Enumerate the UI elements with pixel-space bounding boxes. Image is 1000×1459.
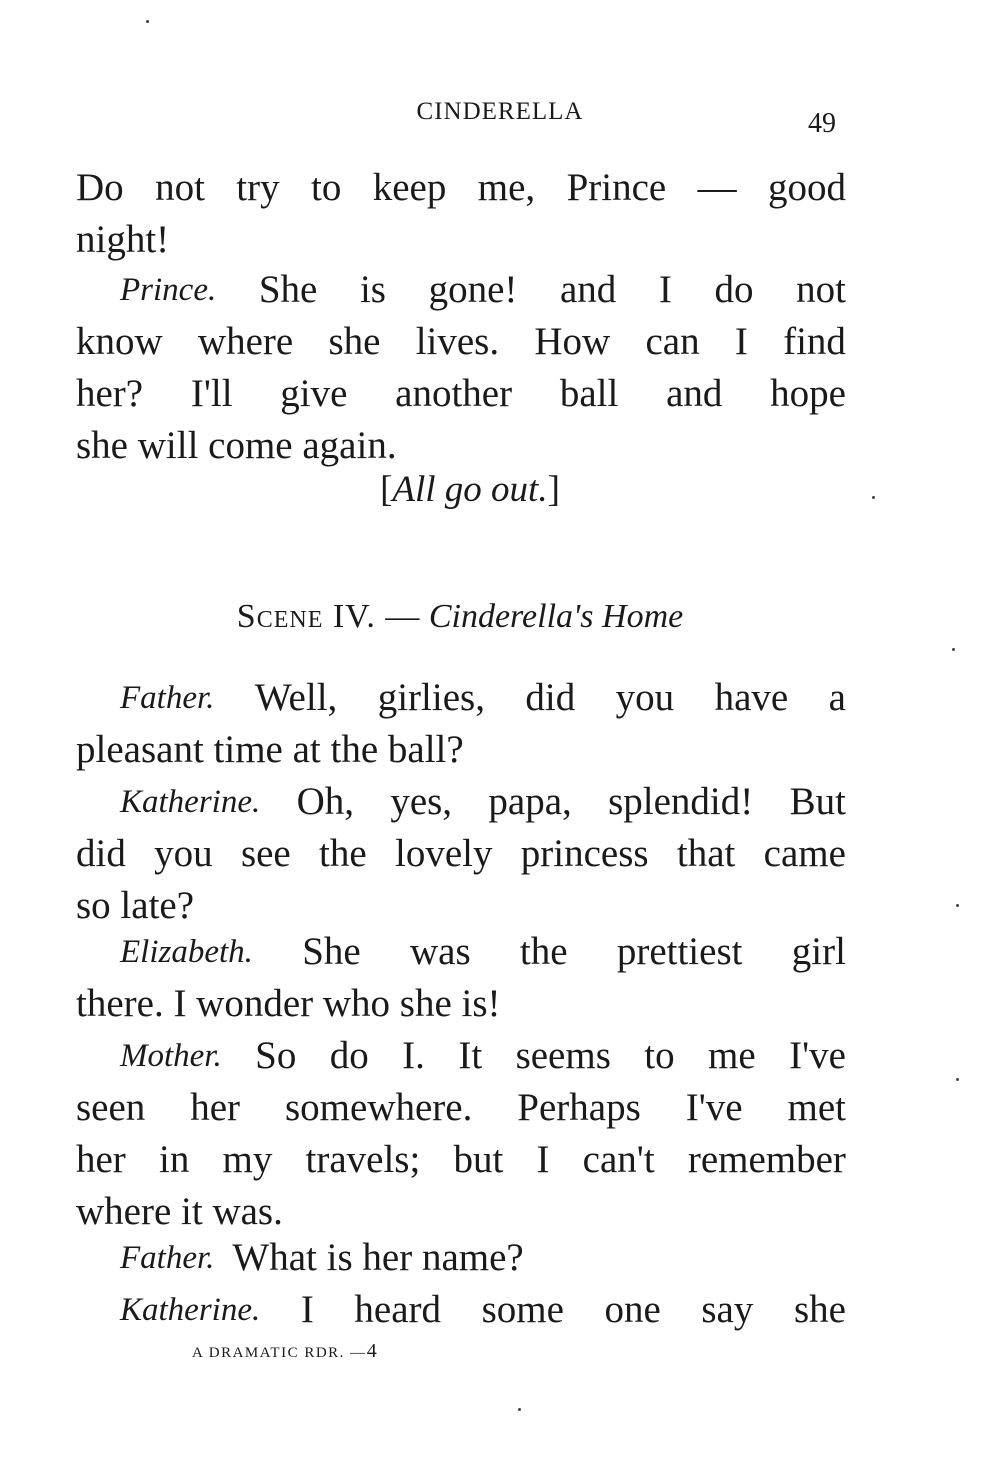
word: see xyxy=(240,832,291,875)
paper-speck xyxy=(872,496,875,499)
word: keep xyxy=(372,166,447,209)
speaker-name: Father. xyxy=(120,680,215,716)
word: me, xyxy=(477,166,536,209)
dialogue-katherine-1 xyxy=(76,776,846,932)
dialogue-father-2 xyxy=(76,1232,846,1284)
word: Do xyxy=(76,166,124,209)
word: She xyxy=(258,268,318,311)
word: to xyxy=(644,1034,675,1077)
word: and xyxy=(666,372,723,415)
word: — xyxy=(697,166,737,209)
word: came xyxy=(763,832,846,875)
word: girlies, xyxy=(377,676,485,719)
word: seems xyxy=(515,1034,611,1077)
paper-speck xyxy=(146,20,149,23)
word: another xyxy=(395,372,513,415)
text-line xyxy=(76,316,846,368)
word: gone! xyxy=(428,268,518,311)
word: she xyxy=(328,320,381,363)
scene-heading xyxy=(0,598,920,636)
text-line xyxy=(76,776,846,828)
word: lives. xyxy=(415,320,500,363)
word: you xyxy=(615,676,675,719)
word: did xyxy=(525,676,576,719)
text-line xyxy=(76,162,846,214)
word: but xyxy=(453,1138,504,1181)
word: the xyxy=(319,832,367,875)
word: the xyxy=(519,930,568,973)
word: How xyxy=(534,320,611,363)
word: her xyxy=(190,1086,241,1129)
word: know xyxy=(76,320,163,363)
text-line: where it was. xyxy=(76,1190,283,1233)
word: Well, xyxy=(254,676,338,719)
text-line: Father. What is her name? xyxy=(76,1232,846,1284)
word: remember xyxy=(687,1138,846,1181)
word: one xyxy=(604,1288,661,1331)
paper-speck xyxy=(956,1078,959,1081)
word: to xyxy=(311,166,342,209)
speaker-name: Katherine. xyxy=(120,784,261,820)
word: Oh, xyxy=(296,780,354,823)
word: some xyxy=(481,1288,564,1331)
word: met xyxy=(787,1086,846,1129)
word: my xyxy=(222,1138,273,1181)
word: in xyxy=(158,1138,190,1181)
word: and xyxy=(559,268,617,311)
word: I'll xyxy=(190,372,233,415)
text-line xyxy=(76,1082,846,1134)
word: I. xyxy=(402,1034,425,1077)
text-line: she will come again. xyxy=(76,424,397,467)
word: lovely xyxy=(395,832,493,875)
text-line xyxy=(76,926,846,978)
word: princess xyxy=(520,832,649,875)
word: I xyxy=(734,320,748,363)
word: I xyxy=(536,1138,550,1181)
dialogue-mother xyxy=(76,1030,846,1238)
word: I xyxy=(658,268,672,311)
scene-place: Cinderella's Home xyxy=(428,598,684,635)
text-line xyxy=(76,672,846,724)
word: a xyxy=(828,676,846,719)
paper-speck xyxy=(518,1408,521,1411)
paper-speck xyxy=(952,648,955,651)
text-line: pleasant time at the ball? xyxy=(76,728,464,771)
word: give xyxy=(280,372,348,415)
text-line xyxy=(76,828,846,880)
speaker-name: Mother. xyxy=(120,1038,222,1074)
word: Prince xyxy=(566,166,667,209)
dialogue-elizabeth xyxy=(76,926,846,1030)
page-number: 49 xyxy=(808,108,836,139)
paragraph-prince xyxy=(76,264,846,472)
running-title: CINDERELLA xyxy=(416,98,584,125)
word: do xyxy=(714,268,754,311)
word: her? xyxy=(76,372,144,415)
word: say xyxy=(701,1288,754,1331)
word: yes, xyxy=(390,780,453,823)
dialogue-katherine-2 xyxy=(76,1284,846,1336)
paragraph-closing-speech xyxy=(76,162,846,266)
word: So xyxy=(255,1034,297,1077)
text-line: night! xyxy=(76,218,170,261)
word: you xyxy=(154,832,213,875)
word: have xyxy=(714,676,789,719)
stage-direction: [All go out.] xyxy=(380,469,560,510)
word: girl xyxy=(791,930,846,973)
text-line xyxy=(76,1134,846,1186)
word: try xyxy=(236,166,280,209)
word: her xyxy=(76,1138,126,1181)
word: papa, xyxy=(488,780,572,823)
word: is xyxy=(359,268,386,311)
text-line: there. I wonder who she is! xyxy=(76,982,501,1025)
word: where xyxy=(197,320,294,363)
word: prettiest xyxy=(616,930,743,973)
word: good xyxy=(767,166,846,209)
word: me xyxy=(708,1034,756,1077)
word: seen xyxy=(76,1086,146,1129)
word: I've xyxy=(789,1034,846,1077)
word: not xyxy=(796,268,846,311)
text-line xyxy=(76,1284,846,1336)
word: ball xyxy=(559,372,619,415)
word: was xyxy=(409,930,471,973)
word: heard xyxy=(354,1288,441,1331)
word: that xyxy=(676,832,736,875)
signature-mark: A DRAMATIC RDR. —4 xyxy=(192,1340,379,1362)
word: But xyxy=(789,780,846,823)
scene-label: Scene IV. — xyxy=(236,598,421,635)
word: hope xyxy=(770,372,846,415)
word: do xyxy=(329,1034,369,1077)
text-line xyxy=(76,368,846,420)
word: can't xyxy=(582,1138,655,1181)
word: find xyxy=(783,320,846,363)
dialogue-father-1 xyxy=(76,672,846,776)
word: did xyxy=(76,832,126,875)
speaker-name: Father. xyxy=(120,1240,215,1276)
word: not xyxy=(155,166,205,209)
word: travels; xyxy=(305,1138,421,1181)
word: Perhaps xyxy=(517,1086,641,1129)
word: I xyxy=(300,1288,314,1331)
speaker-name: Elizabeth. xyxy=(120,934,253,970)
word: She xyxy=(302,930,361,973)
text-line xyxy=(76,264,846,316)
word: It xyxy=(458,1034,483,1077)
word: she xyxy=(793,1288,846,1331)
text-line xyxy=(76,1030,846,1082)
text-line: so late? xyxy=(76,884,195,927)
word: can xyxy=(645,320,700,363)
word: splendid! xyxy=(608,780,754,823)
speaker-name: Katherine. xyxy=(120,1292,261,1328)
word: somewhere. xyxy=(285,1086,473,1129)
paper-speck xyxy=(956,904,959,907)
speaker-name: Prince. xyxy=(120,272,217,308)
word: I've xyxy=(685,1086,743,1129)
